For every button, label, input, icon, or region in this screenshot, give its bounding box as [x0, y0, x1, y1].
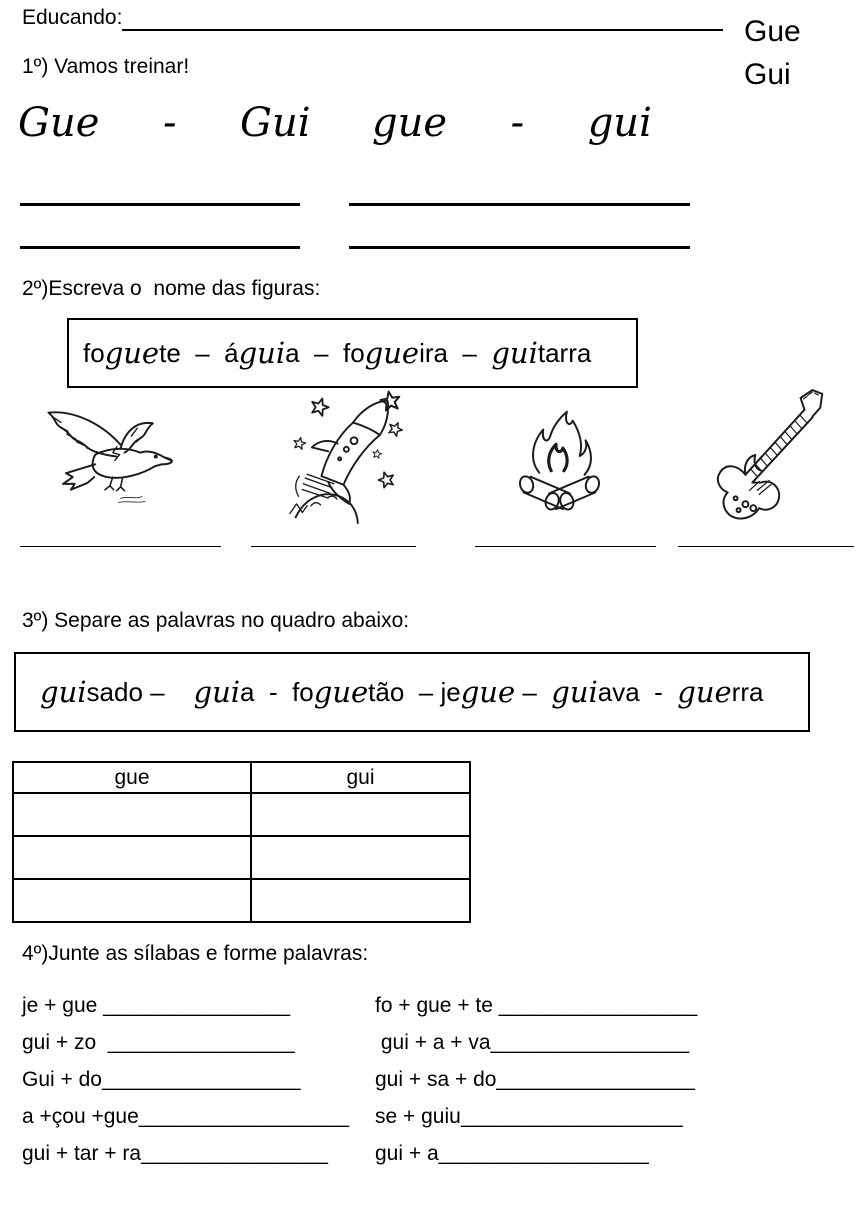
- table-empty-row: [13, 836, 470, 879]
- word-separator: –: [515, 677, 552, 707]
- table-cell: [13, 793, 251, 836]
- section1-title: 1º) Vamos treinar!: [22, 55, 190, 78]
- word-segment: á: [224, 338, 239, 368]
- word-segment-cursive: gui: [238, 336, 286, 370]
- word-separator: –: [180, 338, 225, 368]
- word-segment: a: [285, 338, 300, 368]
- separate-words-box: [14, 652, 810, 732]
- syllable-row: [22, 988, 842, 1025]
- word-segment: tarra: [537, 338, 592, 368]
- word-segment: fo: [83, 338, 105, 368]
- section4-title: 4º)Junte as sílabas e forme palavras:: [22, 942, 369, 965]
- word-segment: rra: [731, 677, 764, 707]
- syllable-item: gui + tar + ra________________: [22, 1141, 328, 1165]
- practice-line: [349, 246, 690, 249]
- table-cell: [251, 793, 470, 836]
- table-cell: [251, 879, 470, 922]
- answer-line: [475, 546, 656, 547]
- table-header-gue: gue: [13, 762, 251, 793]
- word-separator: –: [142, 677, 194, 707]
- word-segment: ira: [419, 338, 448, 368]
- syllable-item: gui + a__________________: [375, 1141, 649, 1165]
- answer-line: [251, 546, 416, 547]
- word-segment-cursive: gui: [193, 675, 241, 709]
- table-empty-row: [13, 793, 470, 836]
- name-row: [22, 5, 723, 31]
- word-segment: fo: [342, 338, 365, 368]
- word-separator: -: [639, 677, 678, 707]
- word-segment-cursive: gue: [104, 336, 160, 370]
- word-separator: –: [447, 338, 492, 368]
- word-segment-cursive: gue: [677, 675, 732, 709]
- topic-gui: Gui: [744, 58, 791, 91]
- word-segment: tão: [368, 677, 405, 707]
- syllable-item: gui + a + va_________________: [375, 1031, 690, 1055]
- word-segment-cursive: gue: [460, 675, 516, 709]
- word-segment-cursive: gui: [40, 675, 87, 709]
- syllable-item: se + guiu___________________: [375, 1104, 683, 1128]
- answer-line: [20, 546, 221, 547]
- word-segment-cursive: gui: [551, 675, 598, 709]
- guitar-image: [710, 388, 836, 520]
- word-separator: -: [254, 677, 293, 707]
- practice-line: [349, 203, 690, 206]
- topic-gue: Gue: [744, 15, 801, 48]
- table-empty-row: [13, 879, 470, 922]
- rocket-image: [278, 390, 408, 524]
- table-cell: [13, 879, 251, 922]
- section2-title: 2º)Escreva o nome das figuras:: [22, 277, 321, 300]
- answer-line: [678, 546, 854, 547]
- table-header-row: [13, 762, 470, 793]
- word-separator: –: [404, 677, 441, 707]
- sort-table: [12, 761, 471, 923]
- name-label: Educando:: [22, 6, 123, 29]
- syllable-item: gui + sa + do_________________: [375, 1067, 695, 1091]
- word-bank-box: [67, 318, 638, 388]
- word-segment: te: [159, 338, 181, 368]
- word-separator: –: [299, 338, 343, 368]
- syllable-row: [22, 1135, 842, 1172]
- syllable-row: [22, 1025, 842, 1062]
- word-segment: sado: [86, 677, 143, 707]
- syllable-item: je + gue ________________: [22, 994, 291, 1018]
- syllable-item: fo + gue + te _________________: [375, 994, 698, 1018]
- lesson-topic: [744, 10, 801, 96]
- syllable-exercise: [22, 988, 842, 1172]
- word-segment: fo: [292, 677, 314, 707]
- section3-title: 3º) Separe as palavras no quadro abaixo:: [22, 609, 410, 632]
- table-cell: [251, 836, 470, 879]
- syllable-row: [22, 1098, 842, 1135]
- word-segment-cursive: gue: [364, 336, 420, 370]
- table-cell: [13, 836, 251, 879]
- syllable-row: [22, 1062, 842, 1099]
- word-segment: je: [440, 677, 461, 707]
- name-blank-line: [122, 6, 723, 31]
- cursive-uppercase-pair: Gue - Gui: [18, 100, 311, 146]
- bonfire-image: [512, 400, 607, 516]
- practice-line: [20, 203, 300, 206]
- practice-line: [20, 246, 300, 249]
- syllable-item: gui + zo ________________: [22, 1031, 295, 1055]
- eagle-image: [25, 398, 185, 520]
- cursive-lowercase-pair: gue - gui: [372, 100, 652, 146]
- syllable-item: Gui + do_________________: [22, 1067, 301, 1091]
- word-segment: a: [240, 677, 255, 707]
- word-segment: ava: [597, 677, 640, 707]
- word-segment-cursive: gue: [313, 675, 369, 709]
- table-header-gui: gui: [251, 762, 470, 793]
- word-segment-cursive: gui: [491, 336, 538, 370]
- syllable-item: a +çou +gue__________________: [22, 1104, 349, 1128]
